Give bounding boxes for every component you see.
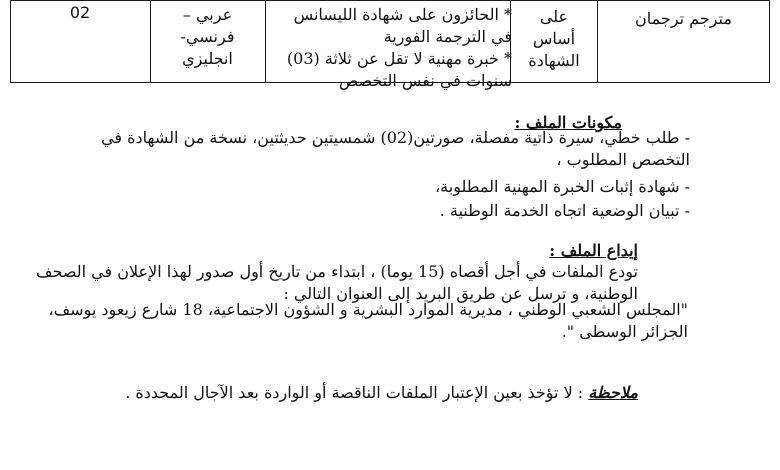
selection-mode-cell: على أساس الشهادة bbox=[528, 7, 580, 70]
note-label: ملاحظة bbox=[588, 383, 638, 402]
file-deposit-title: إيداع الملف : bbox=[549, 241, 638, 260]
note bbox=[125, 383, 638, 402]
file-components-item: - طلب خطي، سيرة ذاتية مفصلة، صورتين(02) شمسيتين حديثتين، نسخة من الشهادة في التخصص المطلوب ، bbox=[101, 128, 690, 169]
file-components-item: - شهادة إثبات الخبرة المهنية المطلوبة، bbox=[435, 177, 690, 196]
requirement-experience: * خبرة مهنية لا تقل عن ثلاثة (03) سنوات في نفس التخصص bbox=[286, 49, 512, 90]
requirements-cell bbox=[272, 4, 512, 92]
file-components-item: - تبيان الوضعية اتجاه الخدمة الوطنية . bbox=[439, 201, 690, 220]
table-border-left bbox=[10, 0, 11, 83]
languages-cell: عربي – فرنسي- انجليزي bbox=[180, 5, 235, 68]
file-deposit-text: تودع الملفات في أجل أقصاه (15 يوما) ، ابتداء من تاريخ أول صدور لهذا الإعلان في الصحف الوطنية، و ترسل عن طريق البريد إلى العنوان التالي : bbox=[36, 262, 638, 303]
table-divider bbox=[265, 0, 266, 83]
table-border-right bbox=[769, 0, 770, 83]
table-divider bbox=[150, 0, 151, 83]
positions-count-cell: 02 bbox=[69, 3, 91, 22]
file-deposit-address: "المجلس الشعبي الوطني ، مديرية الموارد البشرية و الشؤون الاجتماعية، 18 شارع زيعود يوسف، الجزائر الوسطى ". bbox=[48, 300, 688, 341]
position-title-cell: مترجم ترجمان bbox=[635, 9, 732, 28]
file-components-title: مكونات الملف : bbox=[514, 113, 622, 132]
note-text: : لا تؤخذ بعين الإعتبار الملفات الناقصة أو الواردة بعد الآجال المحددة . bbox=[125, 383, 584, 402]
requirement-degree: * الحائزون على شهادة الليسانس في الترجمة الفورية bbox=[293, 5, 512, 46]
